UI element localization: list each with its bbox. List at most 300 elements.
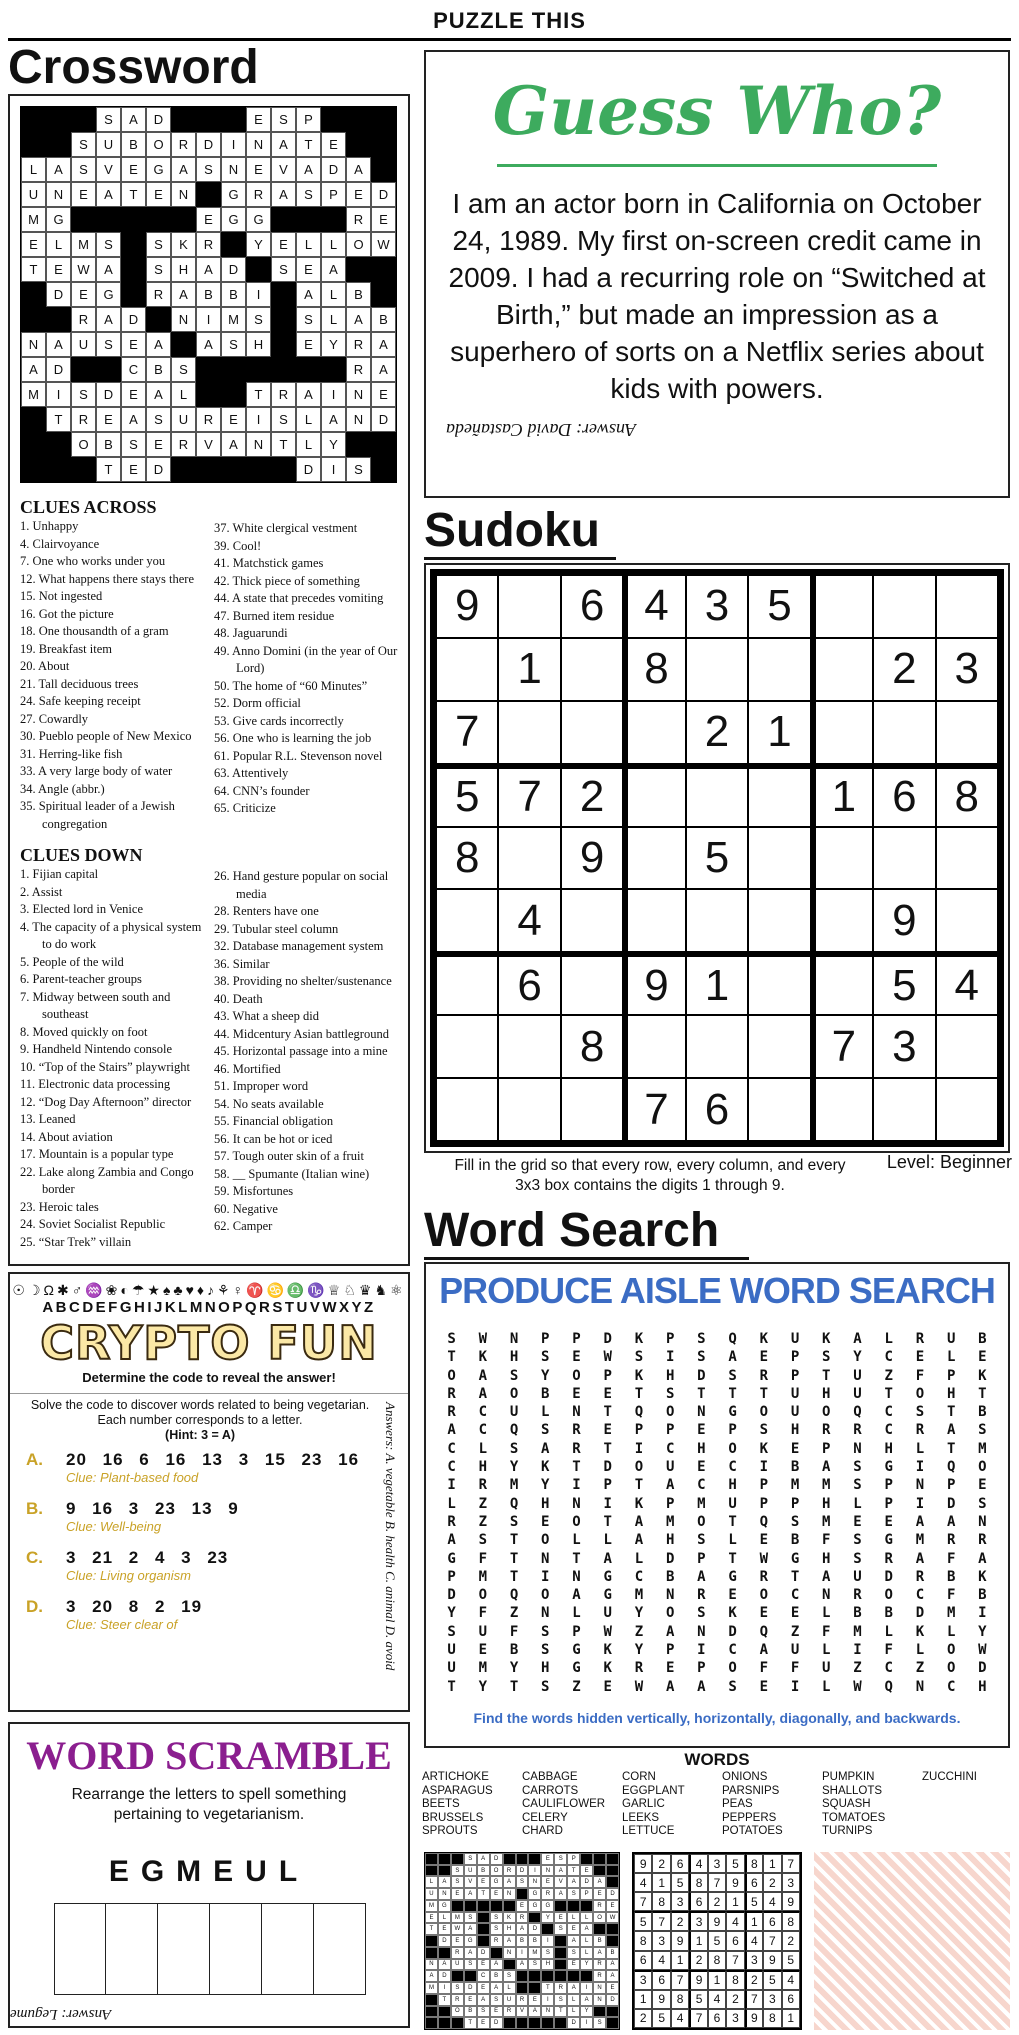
word-search-letter[interactable]: S: [978, 1422, 987, 1439]
word-search-letter[interactable]: S: [853, 1532, 862, 1549]
word-search-letter[interactable]: P: [447, 1568, 456, 1585]
word-search-letter[interactable]: A: [978, 1550, 987, 1567]
word-search-letter[interactable]: L: [884, 1623, 893, 1640]
word-search-letter[interactable]: M: [822, 1513, 831, 1530]
word-search-letter[interactable]: I: [978, 1605, 987, 1622]
crossword-cell[interactable]: U: [96, 132, 121, 157]
crossword-cell[interactable]: A: [346, 307, 371, 332]
crossword-cell[interactable]: H: [171, 257, 196, 282]
crossword-cell[interactable]: D: [146, 457, 171, 482]
crossword-cell[interactable]: T: [296, 132, 321, 157]
crossword-cell[interactable]: A: [46, 157, 71, 182]
word-search-letter[interactable]: F: [946, 1587, 956, 1604]
crossword-cell[interactable]: A: [321, 407, 346, 432]
word-search-letter[interactable]: P: [759, 1495, 769, 1512]
word-search-letter[interactable]: H: [478, 1459, 488, 1476]
sudoku-cell[interactable]: 3: [873, 1015, 935, 1078]
word-search-letter[interactable]: E: [759, 1349, 769, 1366]
word-search-letter[interactable]: S: [541, 1678, 550, 1695]
sudoku-cell[interactable]: [873, 827, 935, 890]
word-search-letter[interactable]: Y: [853, 1349, 862, 1366]
word-search-letter[interactable]: Q: [509, 1422, 519, 1439]
word-search-letter[interactable]: H: [884, 1440, 893, 1457]
word-search-letter[interactable]: R: [946, 1532, 956, 1549]
word-search-letter[interactable]: O: [728, 1660, 737, 1677]
word-search-letter[interactable]: G: [728, 1568, 737, 1585]
word-search-letter[interactable]: R: [572, 1440, 581, 1457]
sudoku-cell[interactable]: [748, 1015, 810, 1078]
word-search-letter[interactable]: Q: [759, 1513, 769, 1530]
word-search-letter[interactable]: U: [447, 1660, 456, 1677]
word-search-letter[interactable]: E: [665, 1660, 675, 1677]
word-search-letter[interactable]: H: [978, 1678, 987, 1695]
word-search-letter[interactable]: C: [447, 1440, 456, 1457]
sudoku-cell[interactable]: [936, 575, 998, 638]
word-search-letter[interactable]: S: [853, 1459, 862, 1476]
crossword-cell[interactable]: S: [196, 157, 221, 182]
word-search-letter[interactable]: E: [728, 1587, 737, 1604]
word-search-letter[interactable]: P: [572, 1623, 581, 1640]
word-search-letter[interactable]: D: [884, 1568, 893, 1585]
word-search-letter[interactable]: H: [665, 1532, 675, 1549]
word-search-letter[interactable]: U: [946, 1331, 956, 1347]
crossword-cell[interactable]: E: [371, 382, 396, 407]
crossword-cell[interactable]: L: [21, 157, 46, 182]
word-search-letter[interactable]: F: [822, 1623, 831, 1640]
crypto-code[interactable]: 20 16 6 16 13 3 15 23 16: [66, 1450, 360, 1469]
word-search-letter[interactable]: H: [697, 1440, 706, 1457]
word-search-letter[interactable]: B: [509, 1642, 519, 1659]
word-search-letter[interactable]: O: [447, 1367, 456, 1384]
crossword-cell[interactable]: L: [321, 282, 346, 307]
word-search-letter[interactable]: Q: [759, 1623, 769, 1640]
word-search-letter[interactable]: L: [853, 1495, 862, 1512]
sudoku-cell[interactable]: [623, 827, 685, 890]
sudoku-cell[interactable]: 9: [561, 827, 623, 890]
word-search-letter[interactable]: M: [946, 1605, 956, 1622]
word-search-letter[interactable]: S: [447, 1331, 456, 1347]
sudoku-cell[interactable]: 3: [936, 638, 998, 701]
word-search-letter[interactable]: W: [759, 1550, 769, 1567]
word-search-letter[interactable]: A: [946, 1422, 956, 1439]
word-search-letter[interactable]: L: [478, 1440, 488, 1457]
crossword-cell[interactable]: S: [346, 457, 371, 482]
crossword-cell[interactable]: L: [296, 407, 321, 432]
crypto-code[interactable]: 9 16 3 23 13 9: [66, 1499, 239, 1518]
scramble-box[interactable]: [54, 1903, 106, 1995]
word-search-letter[interactable]: R: [915, 1331, 925, 1347]
word-search-letter[interactable]: O: [728, 1440, 737, 1457]
word-search-letter[interactable]: S: [665, 1385, 675, 1402]
word-search-letter[interactable]: E: [697, 1422, 706, 1439]
word-search-letter[interactable]: Q: [946, 1459, 956, 1476]
crossword-cell[interactable]: R: [346, 332, 371, 357]
word-search-letter[interactable]: P: [697, 1660, 706, 1677]
crossword-cell[interactable]: A: [296, 382, 321, 407]
word-search-letter[interactable]: A: [822, 1568, 831, 1585]
word-search-letter[interactable]: P: [665, 1642, 675, 1659]
word-search-letter[interactable]: O: [697, 1513, 706, 1530]
word-search-letter[interactable]: H: [822, 1550, 831, 1567]
word-search-letter[interactable]: T: [572, 1550, 581, 1567]
word-search-letter[interactable]: P: [884, 1477, 893, 1494]
word-search-letter[interactable]: R: [915, 1422, 925, 1439]
word-search-letter[interactable]: R: [759, 1367, 769, 1384]
word-search-letter[interactable]: S: [447, 1623, 456, 1640]
sudoku-cell[interactable]: 2: [873, 638, 935, 701]
scramble-box[interactable]: [314, 1903, 366, 1995]
word-search-letter[interactable]: I: [634, 1440, 644, 1457]
word-search-letter[interactable]: S: [822, 1349, 831, 1366]
word-search-letter[interactable]: E: [572, 1385, 581, 1402]
crossword-cell[interactable]: A: [196, 257, 221, 282]
word-search-letter[interactable]: Q: [634, 1404, 644, 1421]
crossword-cell[interactable]: S: [71, 382, 96, 407]
word-search-letter[interactable]: F: [509, 1623, 519, 1640]
sudoku-cell[interactable]: 1: [811, 764, 873, 827]
scramble-box[interactable]: [158, 1903, 210, 1995]
crossword-cell[interactable]: S: [221, 332, 246, 357]
crossword-cell[interactable]: O: [146, 132, 171, 157]
word-search-letter[interactable]: U: [603, 1605, 612, 1622]
word-search-letter[interactable]: G: [728, 1404, 737, 1421]
sudoku-cell[interactable]: [498, 1078, 560, 1141]
sudoku-cell[interactable]: [811, 827, 873, 890]
word-search-grid[interactable]: [436, 1330, 998, 1696]
crossword-cell[interactable]: A: [221, 432, 246, 457]
word-search-letter[interactable]: A: [915, 1513, 925, 1530]
crossword-cell[interactable]: N: [346, 382, 371, 407]
word-search-letter[interactable]: P: [634, 1422, 644, 1439]
crossword-cell[interactable]: N: [171, 182, 196, 207]
sudoku-cell[interactable]: 7: [623, 1078, 685, 1141]
sudoku-cell[interactable]: [498, 701, 560, 764]
word-search-letter[interactable]: R: [915, 1568, 925, 1585]
crossword-cell[interactable]: L: [296, 232, 321, 257]
word-search-letter[interactable]: S: [509, 1440, 519, 1457]
word-search-letter[interactable]: P: [946, 1477, 956, 1494]
crossword-cell[interactable]: I: [46, 382, 71, 407]
sudoku-cell[interactable]: [436, 1078, 498, 1141]
word-search-letter[interactable]: G: [447, 1550, 456, 1567]
crossword-cell[interactable]: R: [346, 207, 371, 232]
sudoku-cell[interactable]: [623, 889, 685, 952]
word-search-letter[interactable]: A: [853, 1331, 862, 1347]
crossword-cell[interactable]: R: [196, 407, 221, 432]
crossword-cell[interactable]: B: [146, 357, 171, 382]
crossword-cell[interactable]: D: [46, 357, 71, 382]
crossword-cell[interactable]: R: [146, 282, 171, 307]
word-search-letter[interactable]: T: [728, 1385, 737, 1402]
sudoku-cell[interactable]: [811, 1078, 873, 1141]
crossword-cell[interactable]: I: [246, 407, 271, 432]
word-search-letter[interactable]: M: [478, 1568, 488, 1585]
word-search-letter[interactable]: Y: [978, 1623, 987, 1640]
word-search-letter[interactable]: U: [853, 1367, 862, 1384]
sudoku-cell[interactable]: [686, 1015, 748, 1078]
word-search-letter[interactable]: S: [759, 1422, 769, 1439]
word-search-letter[interactable]: A: [665, 1623, 675, 1640]
word-search-letter[interactable]: O: [665, 1404, 675, 1421]
word-search-letter[interactable]: N: [915, 1678, 925, 1695]
word-search-letter[interactable]: M: [509, 1477, 519, 1494]
crossword-cell[interactable]: R: [346, 357, 371, 382]
word-search-letter[interactable]: C: [478, 1404, 488, 1421]
sudoku-cell[interactable]: [686, 638, 748, 701]
crossword-cell[interactable]: E: [221, 407, 246, 432]
word-search-letter[interactable]: P: [790, 1495, 800, 1512]
word-search-letter[interactable]: P: [884, 1495, 893, 1512]
word-search-letter[interactable]: N: [572, 1404, 581, 1421]
word-search-letter[interactable]: T: [790, 1568, 800, 1585]
word-search-letter[interactable]: A: [634, 1513, 644, 1530]
word-search-letter[interactable]: H: [728, 1477, 737, 1494]
crossword-cell[interactable]: E: [371, 207, 396, 232]
crypto-code[interactable]: 3 20 8 2 19: [66, 1597, 203, 1616]
word-search-letter[interactable]: O: [572, 1513, 581, 1530]
word-search-letter[interactable]: E: [759, 1678, 769, 1695]
word-search-letter[interactable]: Z: [509, 1605, 519, 1622]
word-search-letter[interactable]: P: [790, 1349, 800, 1366]
sudoku-cell[interactable]: [936, 889, 998, 952]
crossword-cell[interactable]: S: [296, 182, 321, 207]
word-search-letter[interactable]: A: [541, 1440, 550, 1457]
word-search-letter[interactable]: Z: [478, 1495, 488, 1512]
crossword-cell[interactable]: W: [371, 232, 396, 257]
word-search-letter[interactable]: W: [634, 1678, 644, 1695]
word-search-letter[interactable]: L: [915, 1440, 925, 1457]
word-search-letter[interactable]: W: [478, 1331, 488, 1347]
crossword-cell[interactable]: N: [246, 132, 271, 157]
word-search-letter[interactable]: E: [884, 1513, 893, 1530]
word-search-letter[interactable]: S: [634, 1349, 644, 1366]
word-search-letter[interactable]: D: [946, 1495, 956, 1512]
sudoku-cell[interactable]: 6: [561, 575, 623, 638]
crossword-cell[interactable]: N: [171, 307, 196, 332]
crossword-cell[interactable]: S: [146, 407, 171, 432]
word-search-letter[interactable]: Y: [541, 1477, 550, 1494]
word-search-letter[interactable]: A: [603, 1550, 612, 1567]
crossword-cell[interactable]: C: [121, 357, 146, 382]
word-search-letter[interactable]: O: [509, 1385, 519, 1402]
word-search-letter[interactable]: K: [978, 1568, 987, 1585]
sudoku-cell[interactable]: 4: [498, 889, 560, 952]
word-search-letter[interactable]: Q: [728, 1331, 737, 1347]
word-search-letter[interactable]: D: [603, 1459, 612, 1476]
word-search-letter[interactable]: T: [509, 1550, 519, 1567]
word-search-letter[interactable]: Y: [509, 1660, 519, 1677]
sudoku-cell[interactable]: [936, 1078, 998, 1141]
word-search-letter[interactable]: C: [447, 1459, 456, 1476]
word-search-letter[interactable]: G: [884, 1459, 893, 1476]
word-search-letter[interactable]: N: [978, 1513, 987, 1530]
word-search-letter[interactable]: U: [853, 1568, 862, 1585]
sudoku-cell[interactable]: [561, 638, 623, 701]
sudoku-cell[interactable]: [811, 889, 873, 952]
word-search-letter[interactable]: Z: [790, 1623, 800, 1640]
word-search-letter[interactable]: H: [541, 1660, 550, 1677]
word-search-letter[interactable]: M: [634, 1587, 644, 1604]
word-search-letter[interactable]: T: [509, 1568, 519, 1585]
word-search-letter[interactable]: U: [728, 1495, 737, 1512]
word-search-letter[interactable]: T: [447, 1349, 456, 1366]
word-search-letter[interactable]: K: [728, 1605, 737, 1622]
word-search-letter[interactable]: U: [790, 1385, 800, 1402]
crossword-cell[interactable]: A: [46, 332, 71, 357]
word-search-letter[interactable]: I: [915, 1495, 925, 1512]
word-search-letter[interactable]: C: [478, 1422, 488, 1439]
word-search-letter[interactable]: D: [728, 1623, 737, 1640]
sudoku-cell[interactable]: [623, 1015, 685, 1078]
word-search-letter[interactable]: R: [853, 1587, 862, 1604]
sudoku-cell[interactable]: 8: [936, 764, 998, 827]
sudoku-cell[interactable]: 7: [498, 764, 560, 827]
word-search-letter[interactable]: Y: [509, 1459, 519, 1476]
word-search-letter[interactable]: D: [603, 1331, 612, 1347]
word-search-letter[interactable]: B: [790, 1532, 800, 1549]
word-search-letter[interactable]: G: [790, 1550, 800, 1567]
crossword-cell[interactable]: G: [46, 207, 71, 232]
crossword-cell[interactable]: E: [21, 232, 46, 257]
sudoku-cell[interactable]: 6: [498, 952, 560, 1015]
word-search-letter[interactable]: S: [978, 1495, 987, 1512]
word-search-letter[interactable]: S: [728, 1678, 737, 1695]
crossword-cell[interactable]: S: [71, 132, 96, 157]
word-search-letter[interactable]: I: [915, 1459, 925, 1476]
word-search-letter[interactable]: P: [790, 1367, 800, 1384]
word-search-letter[interactable]: L: [822, 1605, 831, 1622]
sudoku-cell[interactable]: 8: [561, 1015, 623, 1078]
sudoku-cell[interactable]: [561, 889, 623, 952]
word-search-letter[interactable]: H: [822, 1495, 831, 1512]
crossword-cell[interactable]: I: [246, 282, 271, 307]
word-search-letter[interactable]: I: [665, 1349, 675, 1366]
crossword-cell[interactable]: E: [321, 132, 346, 157]
word-search-letter[interactable]: G: [603, 1587, 612, 1604]
word-search-letter[interactable]: A: [946, 1513, 956, 1530]
crossword-cell[interactable]: T: [46, 407, 71, 432]
word-search-letter[interactable]: T: [603, 1440, 612, 1457]
crossword-cell[interactable]: E: [121, 157, 146, 182]
crossword-cell[interactable]: D: [96, 382, 121, 407]
crossword-cell[interactable]: U: [21, 182, 46, 207]
word-search-letter[interactable]: E: [978, 1477, 987, 1494]
crossword-cell[interactable]: B: [221, 282, 246, 307]
word-search-letter[interactable]: N: [541, 1550, 550, 1567]
word-search-letter[interactable]: T: [946, 1440, 956, 1457]
word-search-letter[interactable]: Z: [853, 1660, 862, 1677]
sudoku-cell[interactable]: [811, 701, 873, 764]
crossword-cell[interactable]: L: [321, 307, 346, 332]
word-search-letter[interactable]: E: [603, 1422, 612, 1439]
sudoku-cell[interactable]: 6: [873, 764, 935, 827]
sudoku-cell[interactable]: [498, 575, 560, 638]
crossword-cell[interactable]: H: [246, 332, 271, 357]
word-search-letter[interactable]: R: [759, 1568, 769, 1585]
crossword-cell[interactable]: A: [171, 157, 196, 182]
crossword-cell[interactable]: E: [271, 232, 296, 257]
word-search-letter[interactable]: F: [822, 1532, 831, 1549]
crossword-cell[interactable]: E: [46, 257, 71, 282]
sudoku-cell[interactable]: 9: [873, 889, 935, 952]
word-search-letter[interactable]: R: [822, 1422, 831, 1439]
word-search-letter[interactable]: C: [946, 1678, 956, 1695]
word-search-letter[interactable]: K: [603, 1642, 612, 1659]
crossword-cell[interactable]: L: [46, 232, 71, 257]
sudoku-cell[interactable]: [623, 764, 685, 827]
crossword-cell[interactable]: A: [346, 157, 371, 182]
sudoku-cell[interactable]: [436, 889, 498, 952]
crossword-cell[interactable]: T: [246, 382, 271, 407]
crossword-cell[interactable]: A: [171, 282, 196, 307]
word-search-letter[interactable]: A: [665, 1477, 675, 1494]
word-search-letter[interactable]: Q: [853, 1404, 862, 1421]
crossword-cell[interactable]: R: [171, 432, 196, 457]
sudoku-cell[interactable]: [873, 1078, 935, 1141]
word-search-letter[interactable]: O: [478, 1587, 488, 1604]
crossword-cell[interactable]: S: [271, 107, 296, 132]
word-search-letter[interactable]: K: [759, 1331, 769, 1347]
word-search-letter[interactable]: T: [884, 1385, 893, 1402]
crossword-cell[interactable]: P: [321, 182, 346, 207]
crossword-cell[interactable]: A: [121, 107, 146, 132]
crossword-cell[interactable]: E: [121, 457, 146, 482]
word-search-letter[interactable]: T: [634, 1477, 644, 1494]
word-search-letter[interactable]: F: [884, 1642, 893, 1659]
word-search-letter[interactable]: S: [790, 1513, 800, 1530]
word-search-letter[interactable]: H: [790, 1422, 800, 1439]
word-search-letter[interactable]: L: [634, 1550, 644, 1567]
word-search-letter[interactable]: C: [728, 1459, 737, 1476]
crossword-cell[interactable]: S: [271, 407, 296, 432]
word-search-letter[interactable]: L: [447, 1495, 456, 1512]
word-search-letter[interactable]: I: [759, 1459, 769, 1476]
word-search-letter[interactable]: E: [790, 1605, 800, 1622]
crossword-cell[interactable]: E: [346, 182, 371, 207]
crossword-cell[interactable]: E: [121, 332, 146, 357]
crossword-cell[interactable]: R: [171, 132, 196, 157]
crossword-cell[interactable]: S: [96, 332, 121, 357]
sudoku-cell[interactable]: [748, 889, 810, 952]
word-search-letter[interactable]: M: [853, 1623, 862, 1640]
word-search-letter[interactable]: I: [447, 1477, 456, 1494]
word-search-letter[interactable]: O: [946, 1642, 956, 1659]
crossword-cell[interactable]: L: [321, 232, 346, 257]
crossword-cell[interactable]: R: [271, 382, 296, 407]
word-search-letter[interactable]: Z: [478, 1513, 488, 1530]
word-search-letter[interactable]: M: [478, 1660, 488, 1677]
crossword-cell[interactable]: A: [296, 157, 321, 182]
word-search-letter[interactable]: H: [509, 1349, 519, 1366]
word-search-letter[interactable]: A: [478, 1367, 488, 1384]
word-search-letter[interactable]: T: [447, 1678, 456, 1695]
word-search-letter[interactable]: R: [697, 1587, 706, 1604]
sudoku-cell[interactable]: 1: [498, 638, 560, 701]
word-search-letter[interactable]: N: [572, 1495, 581, 1512]
word-search-letter[interactable]: O: [822, 1404, 831, 1421]
word-search-letter[interactable]: A: [634, 1532, 644, 1549]
word-search-letter[interactable]: E: [478, 1642, 488, 1659]
word-search-letter[interactable]: N: [572, 1568, 581, 1585]
word-search-letter[interactable]: C: [728, 1642, 737, 1659]
word-search-letter[interactable]: C: [697, 1477, 706, 1494]
word-search-letter[interactable]: N: [822, 1587, 831, 1604]
crossword-cell[interactable]: S: [296, 307, 321, 332]
word-search-letter[interactable]: A: [697, 1678, 706, 1695]
sudoku-cell[interactable]: [748, 952, 810, 1015]
crossword-cell[interactable]: K: [171, 232, 196, 257]
crossword-cell[interactable]: S: [271, 257, 296, 282]
